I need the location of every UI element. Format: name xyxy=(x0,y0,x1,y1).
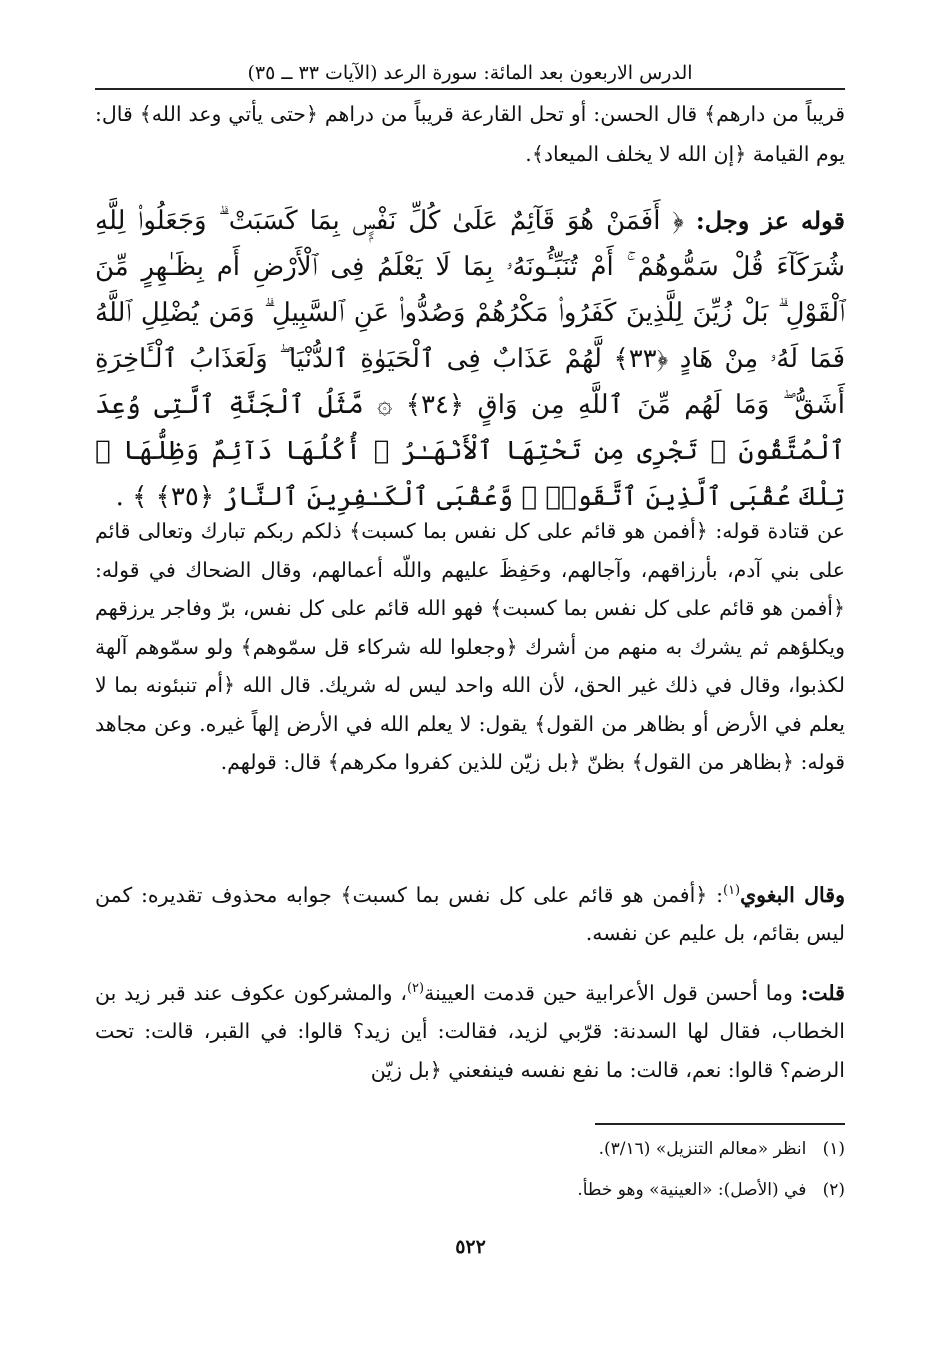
footnote-ref-1: (١) xyxy=(722,883,741,898)
baghawi-lead: وقال البغوي xyxy=(740,882,845,907)
paragraph-author-note xyxy=(95,970,845,1089)
running-header: الدرس الاربعون بعد المائة: سورة الرعد (الآيات ٣٣ ــ ٣٥) xyxy=(95,58,845,90)
footnote-separator xyxy=(595,1123,845,1125)
verse-text: ﴿ أَفَمَنْ هُوَ قَآئِمٌ عَلَىٰ كُلِّ نَفْسٍۭ بِمَا كَسَبَتْ ۗ وَجَعَلُوا۟ لِلَّهِ شُرَكَآءَ قُلْ سَمُّوهُمْ ۚ أَمْ تُنَبِّـُٔونَهُۥ بِمَا لَا يَعْلَمُ فِى ٱلْأَرْضِ أَم بِظَـٰهِرٍ مِّنَ ٱلْقَوْلِ ۗ بَلْ زُيِّنَ لِلَّذِينَ كَفَرُوا۟ مَكْرُهُمْ وَصُدُّوا۟ عَنِ ٱلسَّبِيلِ ۗ وَمَن يُضْلِلِ ٱللَّهُ فَمَا لَهُۥ مِنْ هَادٍ ﴿٣٣﴾ لَّهُمْ عَذَابٌ فِى ٱلْحَيَوٰةِ ٱلدُّنْيَا ۖ وَلَعَذَابُ ٱلْـَٔاخِرَةِ أَشَقُّ ۖ وَمَا لَهُم مِّنَ ٱللَّهِ مِن وَاقٍ ﴿٣٤﴾ ۞ مَّثَلُ ٱلْجَنَّةِ ٱلَّتِى وُعِدَ ٱلْمُتَّقُونَ ۖ تَجْرِى مِن تَحْتِهَا ٱلْأَنْهَـٰرُ ۖ أُكُلُهَا دَآئِمٌ وَظِلُّهَا ۚ تِلْكَ عُقْبَى ٱلَّذِينَ ٱتَّقَوا۟ ۖ وَّعُقْبَى ٱلْكَـٰفِرِينَ ٱلنَّارُ ﴿٣٥﴾ ﴾ . xyxy=(95,206,846,512)
footnote-ref-2: (٢) xyxy=(406,981,425,996)
author-note-text-b: ، والمشركون عكوف عند قبر زيد بن الخطاب، فقال لها السدنة: قرّبي لزيد، فقالت: أين زيد؟ قالوا: في القبر، قالت: تحت الرضم؟ قالوا: نعم، قالت: ما نفع نفسه فينفعني ﴿بل زيّن xyxy=(95,980,845,1082)
quran-verse-block xyxy=(95,198,845,520)
author-note-lead: قلت: xyxy=(800,980,845,1005)
paragraph-qatada: عن قتادة قوله: ﴿أفمن هو قائم على كل نفس بما كسبت﴾ ذلكم ربكم تبارك وتعالى قائم على بني آدم، بأرزاقهم، وآجالهم، وحَفِظَ عليهم واللّه أعمالهم، وقال الضحاك في قوله: ﴿أفمن هو قائم على كل نفس بما كسبت﴾ فهو الله قائم على كل نفس، برّ وفاجر يرزقهم ويكلؤهم ثم يشرك به منهم من أشرك ﴿وجعلوا لله شركاء قل سمّوهم﴾ ولو سمّوهم آلهة لكذبوا، وقال في ذلك غير الحق، لأن الله واحد ليس له شريك. قال الله ﴿أم تنبئونه بما لا يعلم في الأرض أو بظاهر من القول﴾ يقول: لا يعلم الله في الأرض إلهاً غيره. وعن مجاهد قوله: ﴿بظاهر من القول﴾ بظنّ ﴿بل زيّن للذين كفروا مكرهم﴾ قال: قولهم. xyxy=(95,519,845,774)
baghawi-text: : ﴿أفمن هو قائم على كل نفس بما كسبت﴾ جوابه محذوف تقديره: كمن ليس بقائم، بل عليم عن نفسه. xyxy=(95,882,845,946)
footnote-1-number: (١) xyxy=(822,1139,845,1159)
footnote-2-number: (٢) xyxy=(822,1180,845,1200)
paragraph-continuation: قريباً من دارهم﴾ قال الحسن: أو تحل القارعة قريباً من دراهم ﴿حتى يأتي وعد الله﴾ قال: يوم القيامة ﴿إن الله لا يخلف الميعاد﴾. xyxy=(95,102,845,166)
page-number: ٥٢٢ xyxy=(455,1236,486,1258)
author-note-text-a: وما أحسن قول الأعرابية حين قدمت العيينة xyxy=(424,980,801,1005)
paragraph-baghawi xyxy=(95,872,845,953)
footnote-2 xyxy=(95,1178,845,1202)
footnote-1 xyxy=(95,1137,845,1161)
footnote-2-text: في (الأصل): «العينية» وهو خطأ. xyxy=(577,1180,807,1200)
verse-intro: قوله عز وجل: xyxy=(695,206,845,235)
footnote-1-text: انظر «معالم التنزيل» (٣/١٦). xyxy=(598,1139,807,1159)
